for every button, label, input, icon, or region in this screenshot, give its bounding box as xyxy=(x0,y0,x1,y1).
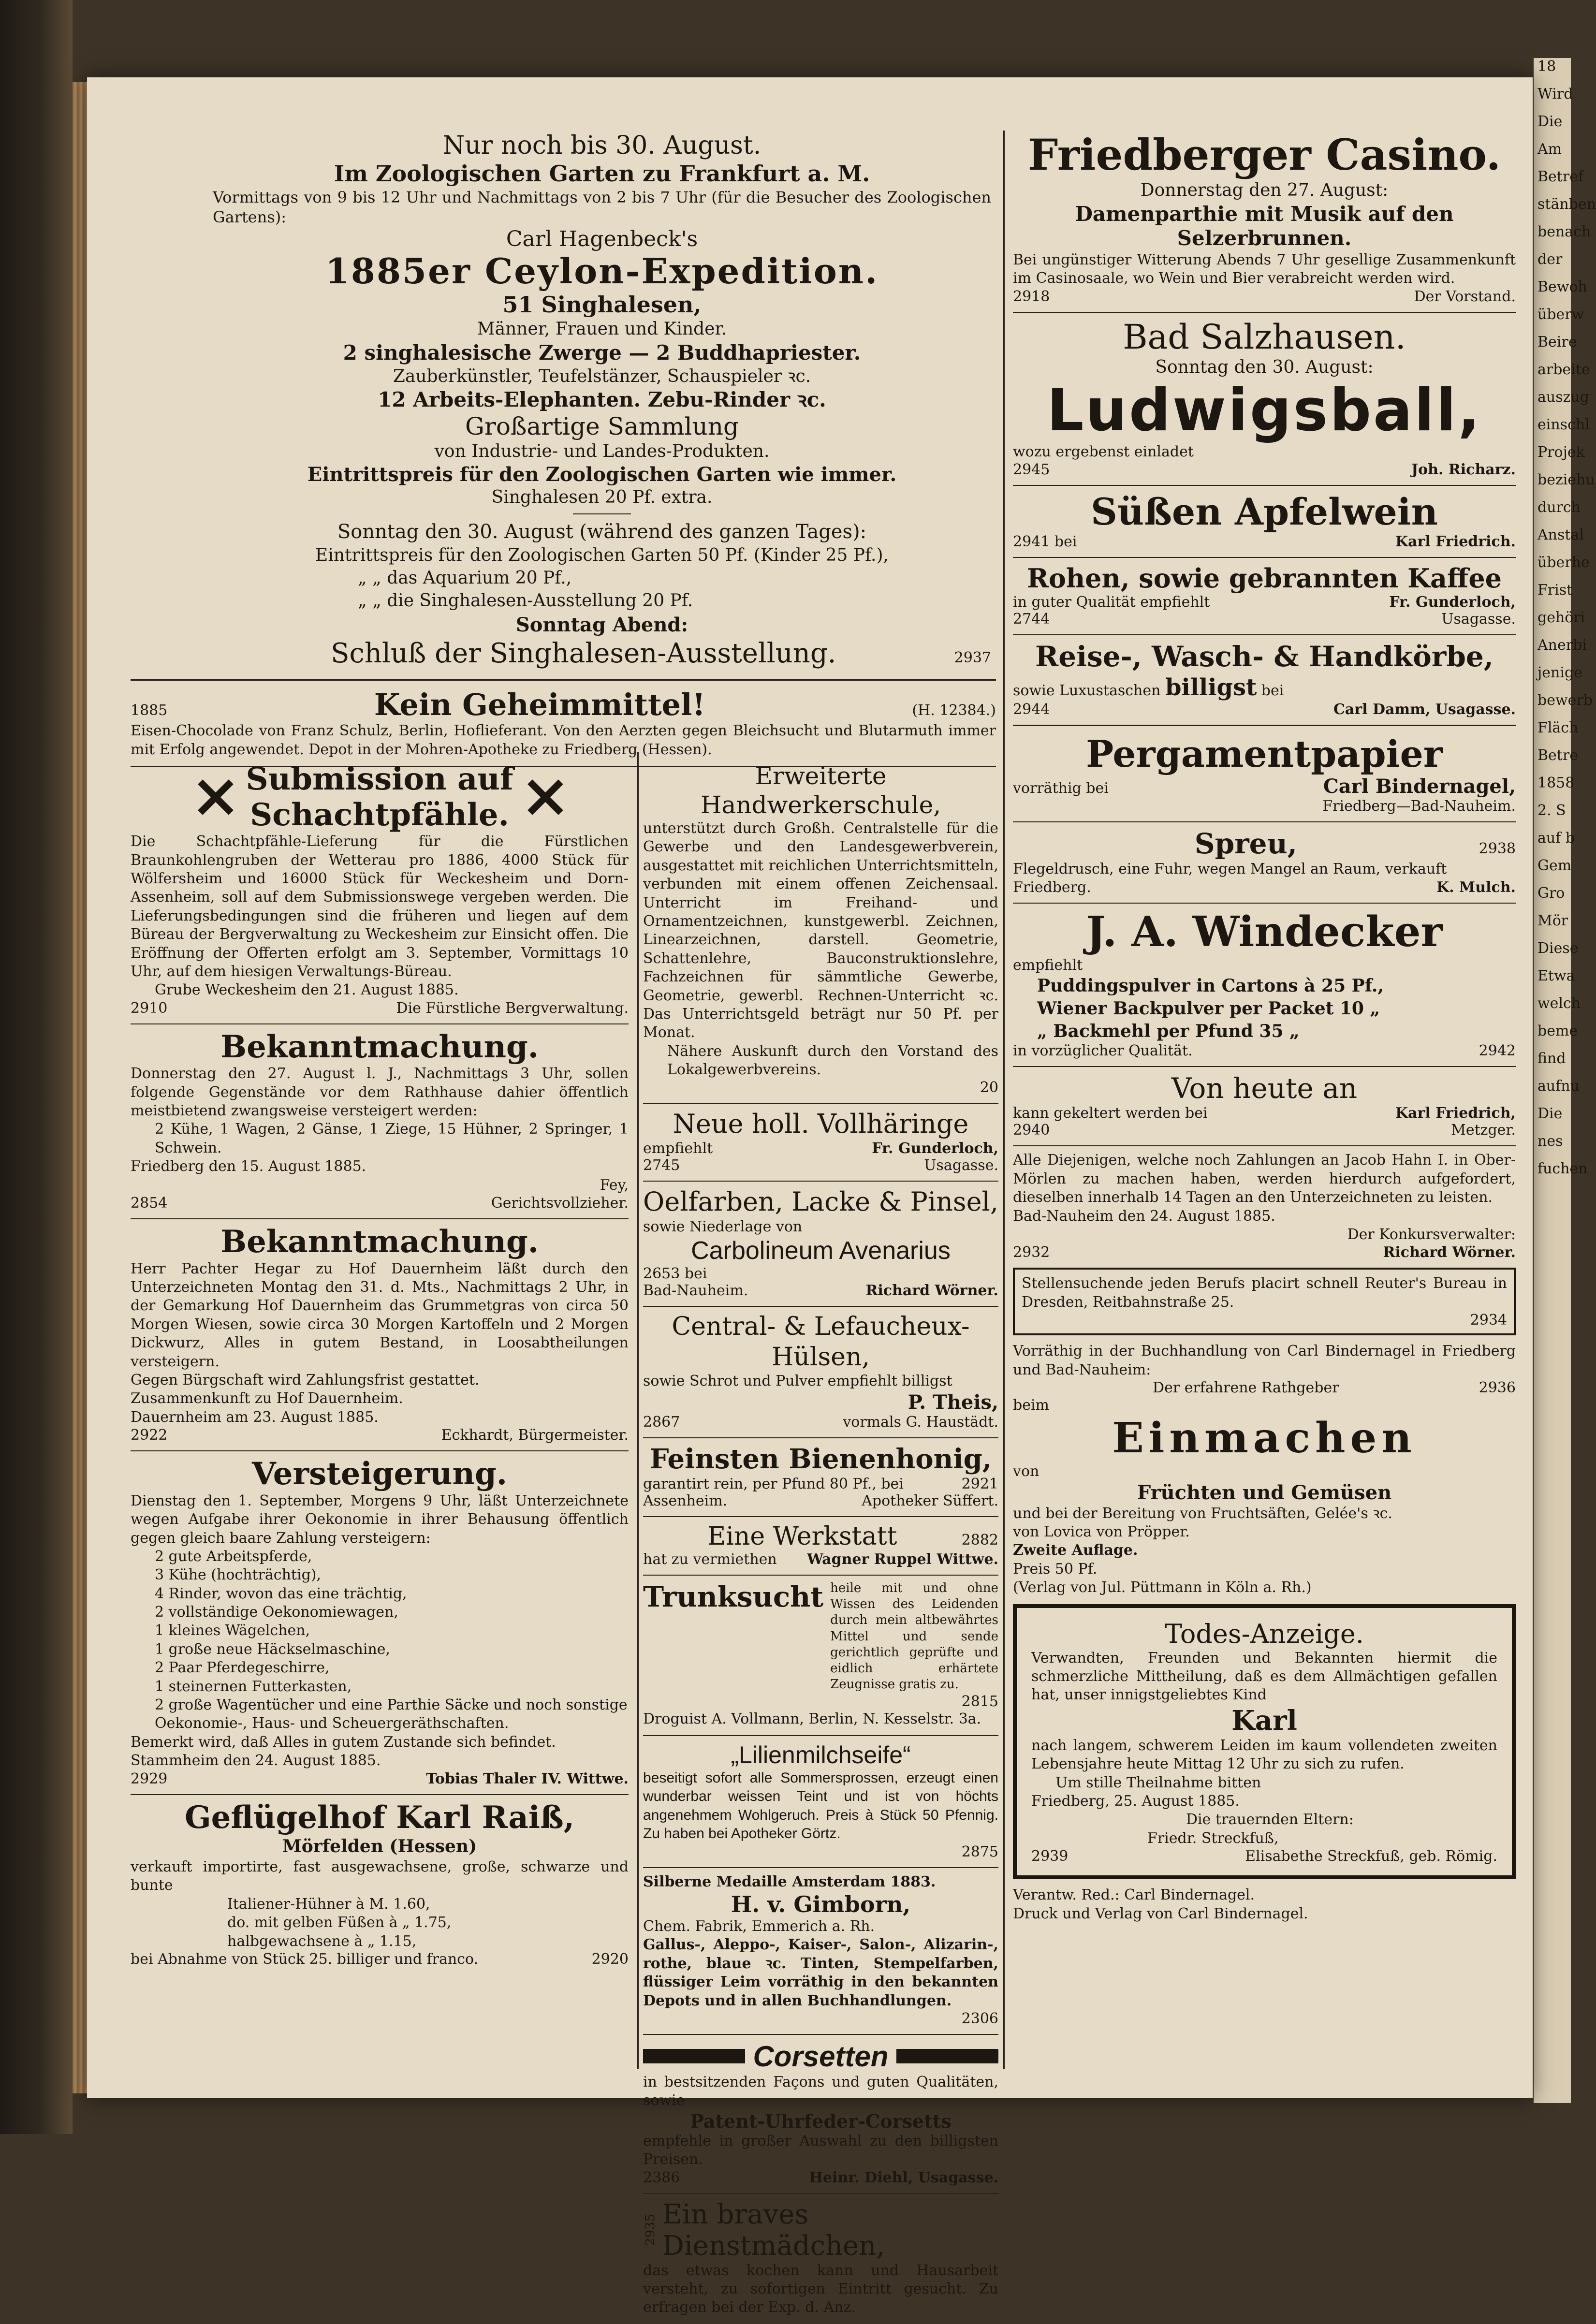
salzhausen-title: Bad Salzhausen. xyxy=(1123,317,1406,357)
zoo-number: 2937 xyxy=(954,649,991,666)
next-page-fragment: beziehu xyxy=(1537,471,1595,488)
reuter-number: 2934 xyxy=(1470,1312,1507,1329)
geheimmittel-title: Kein Geheimmittel! xyxy=(374,687,705,722)
versteigerung-signature: Tobias Thaler IV. Wittwe. xyxy=(426,1770,629,1787)
zoo-line-10: 12 Arbeits-Elephanten. Zebu-Rinder ꝛc. xyxy=(378,388,826,412)
windecker-sub: empfiehlt xyxy=(1013,956,1083,974)
rathgeber-t2: Früchten und Gemüsen xyxy=(1137,1481,1392,1504)
rathgeber-price: Preis 50 Pf. xyxy=(1013,1560,1098,1578)
next-page-fragment: Am xyxy=(1537,141,1562,158)
kaffee-firm: Fr. Gunderloch, xyxy=(1389,594,1516,611)
submission-date: Grube Weckesheim den 21. August 1885. xyxy=(155,981,459,999)
huelsen-firm: P. Theis, xyxy=(908,1390,998,1414)
next-page-fragment: arbeite xyxy=(1537,361,1590,378)
salzhausen-invite: wozu ergebenst einladet xyxy=(1013,443,1194,460)
casino-signature: Der Vorstand. xyxy=(1414,288,1516,305)
zoo-line-8: 2 singhalesische Zwerge — 2 Buddhapriester. xyxy=(343,341,861,365)
zoo-line-15: Sonntag den 30. August (während des ganzen Tages): xyxy=(337,521,867,543)
next-page-fragment: find xyxy=(1537,1050,1566,1067)
next-page-fragment: beme xyxy=(1537,1023,1578,1039)
handwerkerschule-number: 20 xyxy=(980,1079,998,1096)
next-page-fragment: der xyxy=(1537,251,1563,268)
dienstmaedchen-number: 2935 xyxy=(643,2214,658,2246)
pergament-place: Friedberg—Bad-Nauheim. xyxy=(1322,798,1516,815)
werkstatt-number: 2882 xyxy=(961,1531,998,1549)
next-page-fragment: stänben xyxy=(1537,196,1596,213)
casino-number: 2918 xyxy=(1013,288,1050,305)
lilienmilchseife-text: beseitigt sofort alle Sommersprossen, erzeugt einen wunderbar weissen Teint und ist von höchts angenehmem Wohlgeruch. Preis à Stück 50 Pfennig. Zu haben bei Apotheker Görtz. xyxy=(643,1770,998,1842)
trunksucht-text: heile mit und ohne Wissen des Leidenden durch mein altbewährtes Mittel und sende gerichtlich geprüfte und eidlich erhärtete Zeugnisse gratis zu. xyxy=(830,1580,998,1692)
werkstatt-text: hat zu vermiethen xyxy=(643,1550,777,1568)
bekanntmachung-1-sig1: Fey, xyxy=(600,1176,629,1194)
windecker-price-2: Wiener Backpulver per Packet 10 „ xyxy=(1037,998,1380,1019)
todesanzeige-date: Friedberg, 25. August 1885. xyxy=(1031,1792,1240,1810)
oelfarben-bei: bei xyxy=(684,1265,707,1283)
next-page-fragment: auf b xyxy=(1537,830,1575,847)
next-page-fragment: auszug xyxy=(1537,389,1589,406)
versteigerung-item: 3 Kühe (hochträchtig), xyxy=(155,1566,322,1584)
column-rule-right xyxy=(1003,131,1005,2069)
zoo-line-12: von Industrie- und Landes-Produkten. xyxy=(434,441,770,461)
gimborn-number: 2306 xyxy=(961,2010,998,2027)
next-page-fragment: welch xyxy=(1537,995,1581,1012)
rathgeber-t3: und bei der Bereitung von Fruchtsäften, Gelée's ꝛc. xyxy=(1013,1505,1392,1522)
vonheute-number: 2940 xyxy=(1013,1122,1050,1139)
left-column xyxy=(131,761,629,1974)
koerbe-firm: Carl Damm, Usagasse. xyxy=(1333,701,1516,718)
zoo-line-19: Sonntag Abend: xyxy=(515,613,688,636)
next-page-fragment: Diese xyxy=(1537,940,1579,957)
next-page-fragment: 1858 xyxy=(1537,775,1575,791)
zoo-line-4: Carl Hagenbeck's xyxy=(506,227,698,252)
dienstmaedchen-title: Ein braves Dienstmädchen, xyxy=(662,2198,885,2262)
pergament-ad xyxy=(1013,733,1516,815)
gefluegelhof-ad xyxy=(131,1800,629,1968)
huelsen-firm2: vormals G. Haustädt. xyxy=(843,1413,998,1431)
vonheute-sub: Metzger. xyxy=(1451,1122,1516,1139)
huelsen-title: Central- & Lefaucheux-Hülsen, xyxy=(672,1312,970,1372)
submission-ad xyxy=(131,761,629,1017)
corsetten-firm: Heinr. Diehl, Usagasse. xyxy=(809,2169,998,2186)
imprint-2: Druck und Verlag von Carl Bindernagel. xyxy=(1013,1905,1308,1922)
next-page-fragment: 18 xyxy=(1537,58,1556,75)
apfelwein-bei: bei xyxy=(1054,533,1077,550)
gimborn-ad xyxy=(643,1873,998,2027)
oelfarben-product: Carbolineum Avenarius xyxy=(691,1237,951,1265)
newspaper-page xyxy=(87,77,1533,2316)
versteigerung-item: 2 Paar Pferdegeschirre, xyxy=(155,1659,330,1677)
zoo-line-3: Vormittags von 9 bis 12 Uhr und Nachmittags von 2 bis 7 Uhr (für die Besucher des Zoologischen Gartens): xyxy=(213,188,991,226)
versteigerung-title: Versteigerung. xyxy=(251,1456,508,1492)
oelfarben-firm: Richard Wörner. xyxy=(865,1282,998,1300)
apfelwein-title: Süßen Apfelwein xyxy=(1091,490,1438,534)
hammer-icon xyxy=(193,775,236,819)
vollhaeringe-street: Usagasse. xyxy=(924,1157,998,1174)
handwerkerschule-ad xyxy=(643,761,998,1096)
zoo-line-16: Eintrittspreis für den Zoologischen Garten 50 Pf. (Kinder 25 Pf.), xyxy=(315,545,889,566)
next-page-fragment: überw xyxy=(1537,306,1584,323)
zoo-line-7: Männer, Frauen und Kinder. xyxy=(477,319,727,339)
dienstmaedchen-ad xyxy=(643,2199,998,2317)
bienenhonig-place: Assenheim. xyxy=(643,1492,728,1509)
windecker-title: J. A. Windecker xyxy=(1086,907,1443,956)
todesanzeige-text2: nach langem, schwerem Leiden im kaum vollendeten zweiten Lebensjahre heute Mittag 12 Uhr zu sich zu rufen. xyxy=(1031,1737,1497,1773)
konkurs-title: Der Konkursverwalter: xyxy=(1347,1226,1516,1243)
spreu-number: 2938 xyxy=(1479,840,1516,858)
rathgeber-author: von Lovica von Pröpper. xyxy=(1013,1523,1190,1541)
windecker-ad xyxy=(1013,908,1516,1060)
gefluegelhof-text: verkauft importirte, fast ausgewachsene, große, schwarze und bunte xyxy=(131,1858,629,1894)
casino-title: Friedberger Casino. xyxy=(1027,130,1501,180)
rathgeber-von: von xyxy=(1013,1463,1040,1480)
todesanzeige-number: 2939 xyxy=(1031,1848,1069,1865)
next-page-fragment: Mör xyxy=(1537,912,1568,929)
todesanzeige-sig0: Die trauernden Eltern: xyxy=(1186,1811,1354,1828)
rathgeber-number: 2936 xyxy=(1479,1379,1516,1396)
casino-text: Bei ungünstiger Witterung Abends 7 Uhr gesellige Zusammenkunft im Casinosaale, wo Wein und Bier verabreicht werden wird. xyxy=(1013,251,1516,287)
todesanzeige-sig1: Friedr. Streckfuß, xyxy=(1147,1829,1279,1847)
rathgeber-publisher: (Verlag von Jul. Püttmann in Köln a. Rh.) xyxy=(1013,1579,1312,1596)
zoo-line-18: „ „ die Singhalesen-Ausstellung 20 Pf. xyxy=(358,591,693,611)
corsetten-number: 2386 xyxy=(643,2169,680,2186)
bekanntmachung-2-date: Dauernheim am 23. August 1885. xyxy=(131,1408,379,1426)
todesanzeige-title: Todes-Anzeige. xyxy=(1165,1618,1364,1649)
koerbe-number: 2944 xyxy=(1013,701,1050,718)
oelfarben-sub: sowie Niederlage von xyxy=(643,1218,803,1236)
corsetten-text: in bestsitzenden Façons und guten Qualitäten, sowie xyxy=(643,2073,998,2109)
versteigerung-ad xyxy=(131,1456,629,1787)
zoo-line-5: 1885er Ceylon-Expedition. xyxy=(325,250,879,292)
casino-event: Damenparthie mit Musik auf den Selzerbrunnen. xyxy=(1075,202,1454,250)
vonheute-ad xyxy=(1013,1072,1516,1139)
todesanzeige-box xyxy=(1013,1604,1516,1880)
versteigerung-note: Bemerkt wird, daß Alles in gutem Zustande sich befindet. xyxy=(131,1733,556,1751)
next-page-fragment: Frist xyxy=(1537,582,1573,599)
handwerkerschule-title: Erweiterte Handwerkerschule, xyxy=(700,762,941,819)
zoo-line-1: Nur noch bis 30. August. xyxy=(442,131,761,160)
next-page-fragment: Anstal xyxy=(1537,526,1584,543)
handwerkerschule-text2: Nähere Auskunft durch den Vorstand des Lokalgewerbvereins. xyxy=(667,1042,998,1079)
kaffee-street: Usagasse. xyxy=(1441,611,1516,628)
bekanntmachung-1-date: Friedberg den 15. August 1885. xyxy=(131,1158,366,1175)
next-page-strip xyxy=(1534,58,1596,2103)
werkstatt-title: Eine Werkstatt xyxy=(707,1521,897,1551)
next-page-fragment: einschl xyxy=(1537,416,1590,433)
gefluegelhof-place: Mörfelden (Hessen) xyxy=(282,1836,477,1857)
koerbe-text: sowie Luxustaschen xyxy=(1013,682,1161,700)
rathgeber-beim: beim xyxy=(1013,1396,1049,1414)
next-page-fragment: 2. S xyxy=(1537,802,1566,819)
geheimmittel-number: 1885 xyxy=(131,702,168,719)
bekanntmachung-2-number: 2922 xyxy=(131,1427,168,1444)
versteigerung-item: 1 kleines Wägelchen, xyxy=(155,1622,310,1639)
pergament-firm: Carl Bindernagel, xyxy=(1323,775,1516,798)
oelfarben-place: Bad-Nauheim. xyxy=(643,1282,748,1300)
kaffee-text: in guter Qualität empfiehlt xyxy=(1013,594,1210,611)
vollhaeringe-number: 2745 xyxy=(643,1157,680,1174)
todesanzeige-name: Karl xyxy=(1231,1704,1297,1737)
pergament-title: Pergamentpapier xyxy=(1086,732,1443,776)
versteigerung-item: 2 gute Arbeitspferde, xyxy=(155,1548,312,1565)
book-spine xyxy=(0,0,73,2134)
bekanntmachung-1-sig2: Gerichtsvollzieher. xyxy=(491,1195,629,1212)
next-page-fragment: Gem xyxy=(1537,857,1572,874)
versteigerung-text: Dienstag den 1. September, Morgens 9 Uhr, läßt Unterzeichnete wegen Aufgabe ihrer Oekonomie in ihrer Behausung öffentlich gegen gleich baare Zahlung versteigern: xyxy=(131,1492,629,1547)
rathgeber-title: Einmachen xyxy=(1112,1414,1417,1463)
gefluegelhof-price-3: halbgewachsene à „ 1.15, xyxy=(227,1932,417,1950)
huelsen-text: sowie Schrot und Pulver empfiehlt billigst xyxy=(643,1373,952,1390)
next-page-fragment: aufnu xyxy=(1537,1078,1580,1095)
zoo-line-13: Eintrittspreis für den Zoologischen Garten wie immer. xyxy=(307,463,897,486)
konkurs-ad xyxy=(1013,1151,1516,1261)
zoo-line-17: „ „ das Aquarium 20 Pf., xyxy=(358,568,572,588)
handwerkerschule-text: unterstützt durch Großh. Centralstelle für die Gewerbe und den Landesgewerbverein, ausgestattet mit reichlichen Unterrichtsmitteln, verbunden mit einem offenen Zeichensaal. Unterricht im Freihand- und Ornamentzeichnen, kunstgewerbl. Zeichnen, Linearzeichnen, darstell. Geometrie, Schattenlehre, Bauconstruktionslehre, Fachzeichnen für sämmtliche Gewerbe, Geometrie, gewerbl. Rechnen-Unterricht ꝛc. Das Unterrichtsgeld beträgt nur 50 Pf. per Monat. xyxy=(643,820,998,1041)
versteigerung-item: 1 große neue Häckselmaschine, xyxy=(155,1640,391,1658)
next-page-fragment: Die xyxy=(1537,113,1563,130)
konkurs-text: Alle Diejenigen, welche noch Zahlungen an Jacob Hahn I. in Ober-Mörlen zu machen haben, werden hierdurch aufgefordert, dieselben innerhalb 14 Tagen an den Unterzeichneten zu leisten. xyxy=(1013,1152,1516,1206)
corsetten-bar-left xyxy=(643,2049,745,2063)
vonheute-text: kann gekeltert werden bei xyxy=(1013,1105,1208,1122)
spreu-firm: K. Mulch. xyxy=(1436,878,1516,896)
versteigerung-date: Stammheim den 24. August 1885. xyxy=(131,1752,381,1769)
next-page-fragment: Wird xyxy=(1537,86,1573,102)
oelfarben-number: 2653 xyxy=(643,1265,680,1283)
next-page-fragment: Beire xyxy=(1537,334,1577,351)
werkstatt-ad xyxy=(643,1522,998,1568)
bekanntmachung-2-text: Herr Pachter Hegar zu Hof Dauernheim läßt durch den Unterzeichneten Montag den 31. d. Mts., Nachmittags 2 Uhr, in der Gemarkung Hof Dauernheim das Grummetgras von circa 50 Morgen Wiesen, sowie circa 30 Morgen Kartoffeln und 2 Morgen Dickwurz, Alles in gutem Bestand, in Loosabtheilungen versteigern. xyxy=(131,1260,629,1370)
lilienmilchseife-ad xyxy=(643,1741,998,1860)
zoo-line-2: Im Zoologischen Garten zu Frankfurt a. M. xyxy=(334,161,870,187)
geheimmittel-h-number: (H. 12384.) xyxy=(912,702,996,719)
bekanntmachung-2-title: Bekanntmachung. xyxy=(220,1224,539,1260)
casino-ad xyxy=(1013,131,1516,305)
rathgeber-text: Vorräthig in der Buchhandlung von Carl Bindernagel in Friedberg und Bad-Nauheim: xyxy=(1013,1343,1516,1378)
windecker-number: 2942 xyxy=(1479,1042,1516,1060)
gimborn-title: H. v. Gimborn, xyxy=(731,1891,911,1918)
konkurs-signature: Richard Wörner. xyxy=(1383,1244,1516,1261)
spreu-place: Friedberg. xyxy=(1013,878,1091,896)
vollhaeringe-ad xyxy=(643,1109,998,1174)
todesanzeige-text3: Um stille Theilnahme bitten xyxy=(1055,1774,1261,1791)
next-page-fragment: Anerbi xyxy=(1537,637,1587,654)
vonheute-title: Von heute an xyxy=(1171,1072,1358,1105)
kaffee-number: 2744 xyxy=(1013,611,1050,628)
zoo-line-11: Großartige Sammlung xyxy=(465,412,739,440)
corsetten-text2: empfehle in großer Auswahl zu den billigsten Preisen. xyxy=(643,2132,998,2168)
bekanntmachung-2 xyxy=(131,1224,629,1444)
next-page-fragment: Gro xyxy=(1537,885,1565,902)
next-page-fragment: Etwa xyxy=(1537,967,1575,984)
zoo-line-6: 51 Singhalesen, xyxy=(502,292,702,318)
next-page-fragment: jenige xyxy=(1537,664,1582,681)
bienenhonig-ad xyxy=(643,1443,998,1509)
salzhausen-number: 2945 xyxy=(1013,461,1050,479)
werkstatt-firm: Wagner Ruppel Wittwe. xyxy=(807,1550,998,1568)
salzhausen-ad xyxy=(1013,318,1516,479)
huelsen-number: 2867 xyxy=(643,1413,680,1431)
gefluegelhof-price-1: Italiener-Hühner à M. 1.60, xyxy=(227,1895,430,1913)
reuter-text: Stellensuchende jeden Berufs placirt schnell Reuter's Bureau in Dresden, Reitbahnstraße 25. xyxy=(1022,1275,1507,1311)
spreu-ad xyxy=(1013,827,1516,895)
versteigerung-item: 1 steinernen Futterkasten, xyxy=(155,1678,352,1695)
salzhausen-signature: Joh. Richarz. xyxy=(1411,461,1516,479)
submission-title-2: Schachtpfähle. xyxy=(250,796,509,833)
gimborn-text: Gallus-, Aleppo-, Kaiser-, Salon-, Alizarin-, rothe, blaue ꝛc. Tinten, Stempelfarben, flüssiger Leim vorräthig in den bekannten Depots und in allen Buchhandlungen. xyxy=(643,1936,998,2009)
gefluegelhof-title: Geflügelhof Karl Raiß, xyxy=(185,1799,574,1836)
submission-text: Die Schachtpfähle-Lieferung für die Fürstlichen Braunkohlengruben der Wetterau pro 1886, 4000 Stück für Wölfersheim und 16000 Stück für Weckesheim und Dorn-Assenheim, soll auf dem Submissionswege vergeben werden. Die Lieferungsbedingungen sind die früheren und liegen auf dem Büreau der Bergverwaltung zu Weckesheim zur Einsicht offen. Die Eröffnung der Offerten erfolgt am 3. September, Vormittags 10 Uhr, auf dem hiesigen Verwaltungs-Büreau. xyxy=(131,833,629,980)
koerbe-bei: bei xyxy=(1261,682,1284,700)
next-page-fragment: Bewoh xyxy=(1537,278,1587,295)
windecker-price-3: „ Backmehl per Pfund 35 „ xyxy=(1037,1021,1300,1041)
next-page-fragment: bewerb xyxy=(1537,692,1593,709)
next-page-fragment: benach xyxy=(1537,223,1591,240)
column-rule-middle xyxy=(637,752,639,2069)
lilienmilchseife-title: „Lilienmilchseife“ xyxy=(731,1741,911,1769)
casino-date: Donnerstag den 27. August: xyxy=(1140,180,1389,201)
oelfarben-title: Oelfarben, Lacke & Pinsel, xyxy=(643,1186,998,1217)
gimborn-sub: Chem. Fabrik, Emmerich a. Rh. xyxy=(643,1918,875,1935)
koerbe-cheap: billigst xyxy=(1165,674,1257,702)
bekanntmachung-2-text3: Zusammenkunft zu Hof Dauernheim. xyxy=(131,1390,403,1407)
oelfarben-ad xyxy=(643,1186,998,1299)
bekanntmachung-2-text2: Gegen Bürgschaft wird Zahlungsfrist gestattet. xyxy=(131,1371,480,1389)
salzhausen-event: Ludwigsball, xyxy=(1047,377,1482,444)
vonheute-firm: Karl Friedrich, xyxy=(1395,1105,1516,1122)
next-page-fragment: Betref xyxy=(1537,168,1584,185)
corsetten-title: Corsetten xyxy=(753,2040,889,2073)
gefluegelhof-foot: bei Abnahme von Stück 25. billiger und franco. xyxy=(131,1950,479,1968)
right-column xyxy=(1013,131,1516,1923)
apfelwein-ad xyxy=(1013,491,1516,550)
imprint-1: Verantw. Red.: Carl Bindernagel. xyxy=(1013,1886,1255,1904)
dienstmaedchen-text: das etwas kochen kann und Hausarbeit versteht, zu sofortigen Eintritt gesucht. Zu erfragen bei der Exp. d. Anz. xyxy=(643,2262,998,2316)
versteigerung-item: 2 vollständige Oekonomiewagen, xyxy=(155,1604,398,1621)
next-page-fragment: gehöri xyxy=(1537,609,1585,626)
next-page-fragment: fuchen xyxy=(1537,1160,1588,1177)
reuter-ad xyxy=(1013,1268,1516,1335)
bekanntmachung-1-items: 2 Kühe, 1 Wagen, 2 Gänse, 1 Ziege, 15 Hühner, 2 Springer, 1 Schwein. xyxy=(155,1121,629,1156)
middle-column xyxy=(643,761,998,2324)
submission-number: 2910 xyxy=(131,999,168,1017)
bienenhonig-number: 2921 xyxy=(961,1475,998,1492)
koerbe-title: Reise-, Wasch- & Handkörbe, xyxy=(1035,640,1494,673)
hammer-icon xyxy=(523,775,566,819)
gefluegelhof-number: 2920 xyxy=(591,1950,629,1968)
vollhaeringe-firm: Fr. Gunderloch, xyxy=(872,1140,998,1157)
submission-title-1: Submission auf xyxy=(246,761,513,797)
next-page-fragment: Die xyxy=(1537,1105,1563,1122)
bienenhonig-firm: Apotheker Süffert. xyxy=(862,1492,998,1509)
submission-signature: Die Fürstliche Bergverwaltung. xyxy=(396,999,629,1017)
rathgeber-ad xyxy=(1013,1342,1516,1597)
trunksucht-firm: Droguist A. Vollmann, Berlin, N. Kesselstr. 3a. xyxy=(643,1710,981,1727)
next-page-fragment: Projek xyxy=(1537,444,1585,461)
geheimmittel-ad xyxy=(131,679,996,774)
rathgeber-sub: Der erfahrene Rathgeber xyxy=(1153,1379,1339,1396)
versteigerung-item: 4 Rinder, wovon das eine trächtig, xyxy=(155,1585,407,1602)
windecker-price-1: Puddingspulver in Cartons à 25 Pf., xyxy=(1037,976,1384,996)
corsetten-product: Patent-Uhrfeder-Corsetts xyxy=(690,2110,952,2132)
bekanntmachung-2-signature: Eckhardt, Bürgermeister. xyxy=(441,1427,629,1444)
next-page-fragment: durch xyxy=(1537,499,1581,516)
next-page-fragment: überhe xyxy=(1537,554,1590,571)
spreu-title: Spreu, xyxy=(1194,827,1297,861)
bienenhonig-title: Feinsten Bienenhonig, xyxy=(649,1443,992,1475)
trunksucht-ad xyxy=(643,1580,998,1728)
pergament-text: vorräthig bei xyxy=(1013,780,1109,797)
lilienmilchseife-number: 2875 xyxy=(961,1843,998,1860)
zoo-ad xyxy=(213,131,991,669)
next-page-fragment: Betre xyxy=(1537,747,1578,764)
konkurs-number: 2932 xyxy=(1013,1244,1050,1261)
geheimmittel-text: Eisen-Chocolade von Franz Schulz, Berlin, Hoflieferant. Von den Aerzten gegen Bleichsucht und Blutarmuth immer mit Erfolg angewendet. Depot in der Mohren-Apotheke zu Friedberg (Hessen). xyxy=(131,722,996,758)
vollhaeringe-title: Neue holl. Vollhäringe xyxy=(673,1109,969,1140)
huelsen-ad xyxy=(643,1312,998,1430)
zoo-line-20: Schluß der Singhalesen-Ausstellung. xyxy=(331,637,836,669)
vollhaeringe-l1: empfiehlt xyxy=(643,1140,713,1157)
konkurs-date: Bad-Nauheim den 24. August 1885. xyxy=(1013,1207,1275,1225)
zoo-line-14: Singhalesen 20 Pf. extra. xyxy=(491,487,713,507)
windecker-text: in vorzüglicher Qualität. xyxy=(1013,1042,1193,1060)
gimborn-medal: Silberne Medaille Amsterdam 1883. xyxy=(643,1873,936,1890)
corsetten-ad xyxy=(643,2040,998,2186)
bekanntmachung-1 xyxy=(131,1029,629,1212)
next-page-fragment: nes xyxy=(1537,1133,1563,1150)
kaffee-title: Rohen, sowie gebrannten Kaffee xyxy=(1026,562,1502,594)
versteigerung-list xyxy=(131,1548,629,1733)
spreu-text: Flegeldrusch, eine Fuhr, wegen Mangel an Raum, verkauft xyxy=(1013,861,1447,878)
zoo-line-9: Zauberkünstler, Teufelstänzer, Schauspieler ꝛc. xyxy=(393,366,811,386)
bekanntmachung-1-title: Bekanntmachung. xyxy=(220,1028,539,1065)
rathgeber-edition: Zweite Auflage. xyxy=(1013,1542,1138,1559)
trunksucht-number: 2815 xyxy=(961,1693,998,1710)
gefluegelhof-price-2: do. mit gelben Füßen à „ 1.75, xyxy=(227,1914,452,1931)
trunksucht-title: Trunksucht xyxy=(643,1580,824,1613)
kaffee-ad xyxy=(1013,563,1516,628)
next-page-fragment: Fläch xyxy=(1537,719,1579,736)
versteigerung-number: 2929 xyxy=(131,1770,168,1787)
apfelwein-number: 2941 xyxy=(1013,533,1050,550)
corsetten-bar-right xyxy=(896,2049,998,2063)
todesanzeige-sig2: Elisabethe Streckfuß, geb. Römig. xyxy=(1245,1848,1497,1865)
bienenhonig-text: garantirt rein, per Pfund 80 Pf., bei xyxy=(643,1475,904,1492)
apfelwein-firm: Karl Friedrich. xyxy=(1395,533,1516,550)
todesanzeige-text: Verwandten, Freunden und Bekannten hiermit die schmerzliche Mittheilung, daß es dem Allmächtigen gefallen hat, unser innigstgeliebtes Kind xyxy=(1031,1649,1497,1704)
koerbe-ad xyxy=(1013,640,1516,718)
bekanntmachung-1-number: 2854 xyxy=(131,1195,168,1212)
salzhausen-date: Sonntag den 30. August: xyxy=(1155,357,1374,378)
versteigerung-item: 2 große Wagentücher und eine Parthie Säcke und noch sonstige Oekonomie-, Haus- und Scheuergeräthschaften. xyxy=(155,1696,628,1732)
bekanntmachung-1-text: Donnerstag den 27. August l. J., Nachmittags 3 Uhr, sollen folgende Gegenstände vor dem Rathhause dahier öffentlich meistbietend zwangsweise versteigert werden: xyxy=(131,1065,629,1120)
